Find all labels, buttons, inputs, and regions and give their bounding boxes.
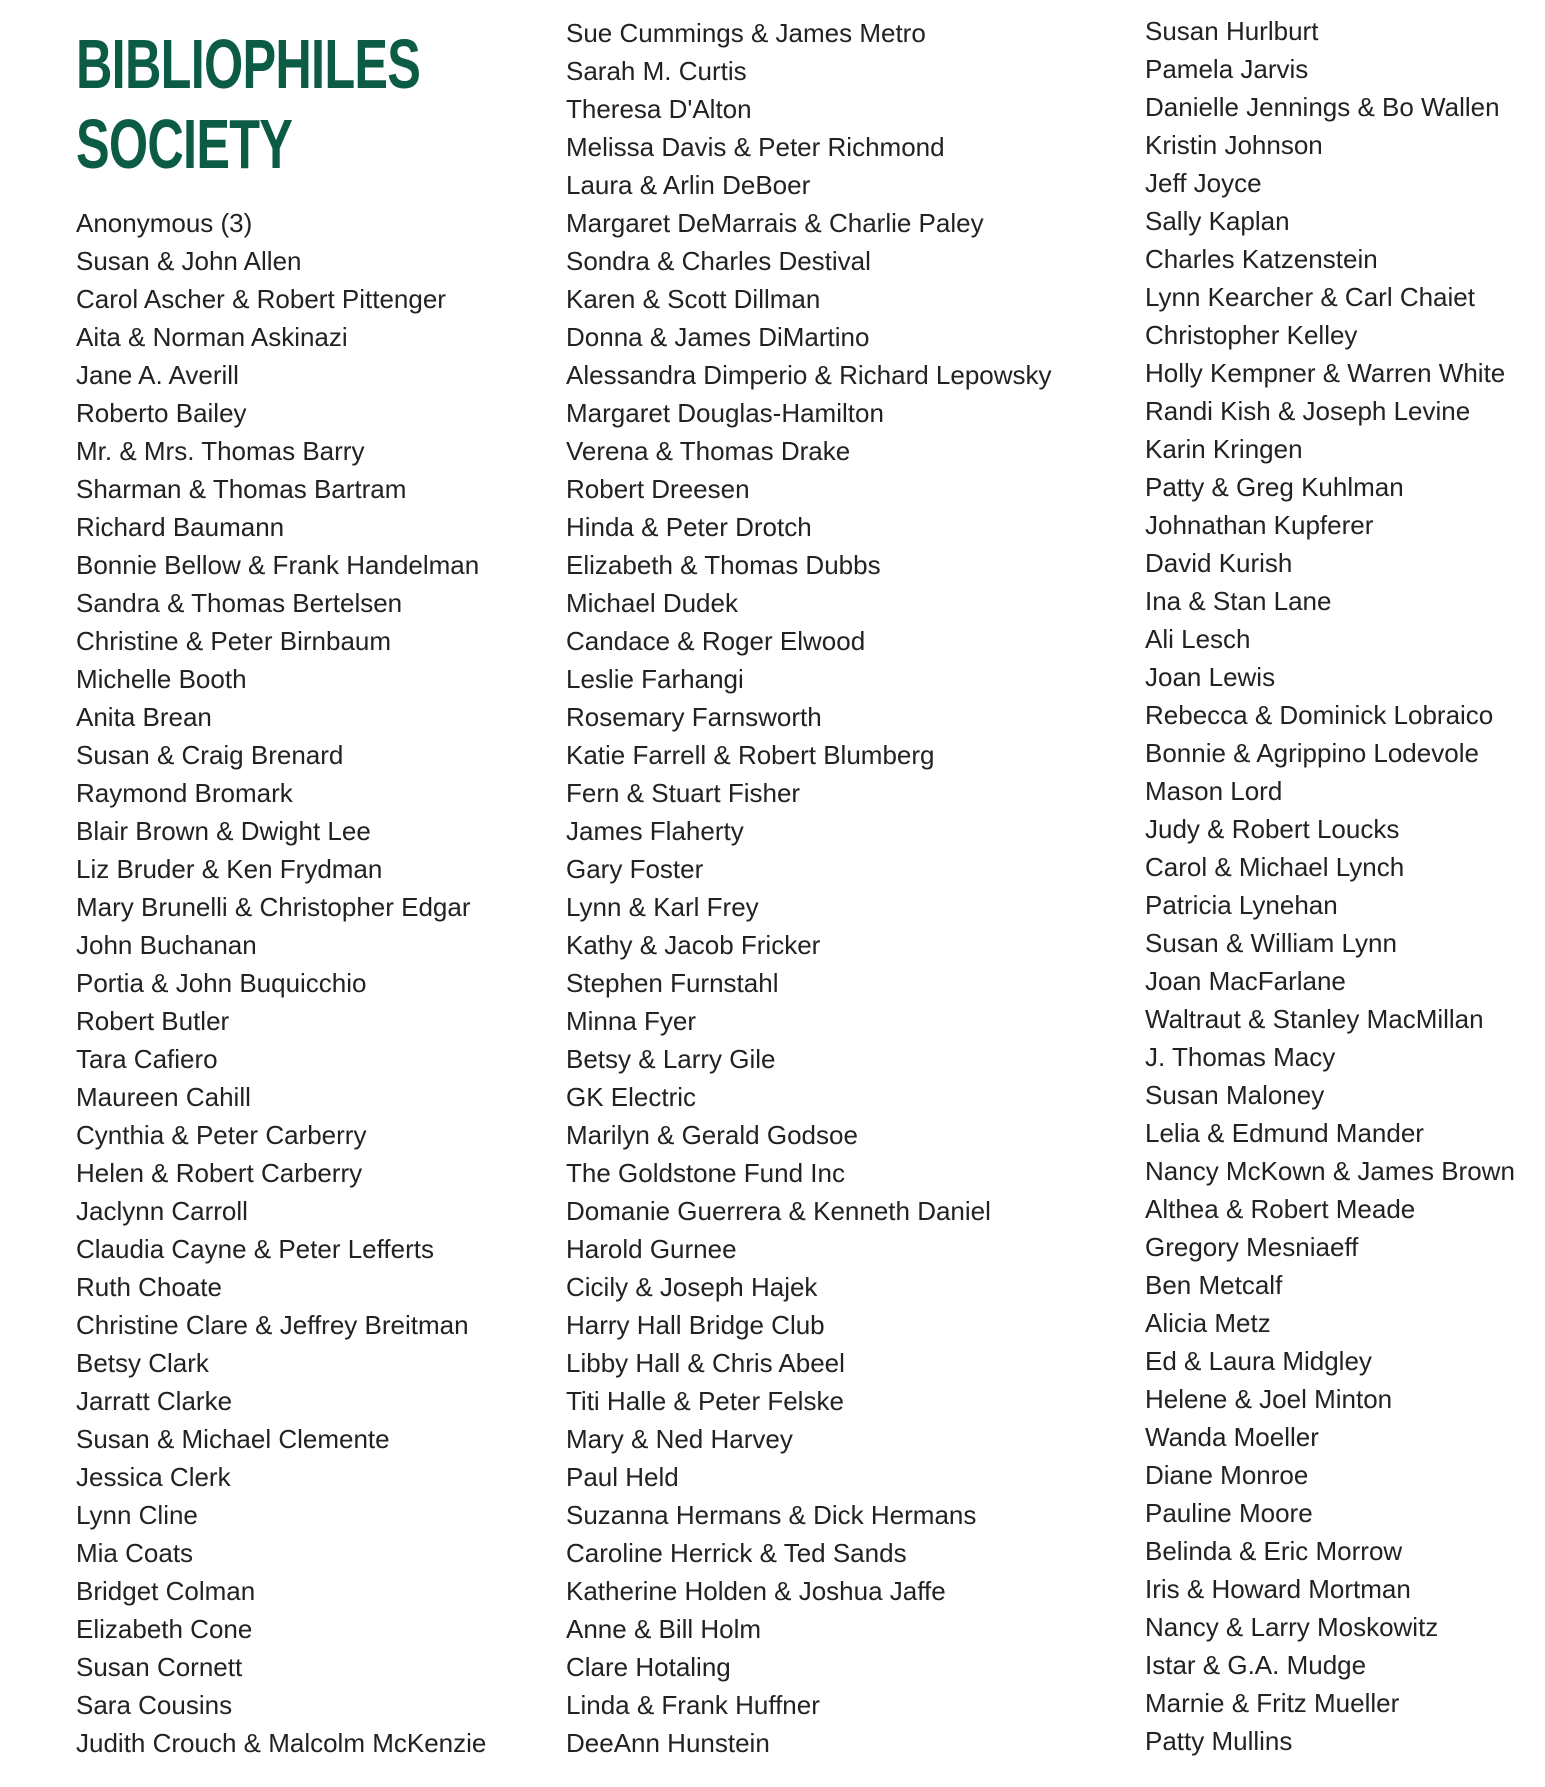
donor-name: Sarah M. Curtis <box>566 56 747 86</box>
donor-name: Waltraut & Stanley MacMillan <box>1145 1004 1484 1034</box>
donor-name: Domanie Guerrera & Kenneth Daniel <box>566 1196 991 1226</box>
donor-name: Melissa Davis & Peter Richmond <box>566 132 945 162</box>
donor-name: Alicia Metz <box>1145 1308 1271 1338</box>
donor-name: Aita & Norman Askinazi <box>76 322 348 352</box>
donor-name: Michelle Booth <box>76 664 247 694</box>
donor-name: Ali Lesch <box>1145 624 1251 654</box>
donor-name: Blair Brown & Dwight Lee <box>76 816 371 846</box>
donor-name: Liz Bruder & Ken Frydman <box>76 854 383 884</box>
donor-name: Lynn Cline <box>76 1500 198 1530</box>
donor-name: Gregory Mesniaeff <box>1145 1232 1359 1262</box>
donor-name: John Buchanan <box>76 930 257 960</box>
donor-name: Rebecca & Dominick Lobraico <box>1145 700 1494 730</box>
donor-name: Margaret DeMarrais & Charlie Paley <box>566 208 984 238</box>
donor-name: Joan MacFarlane <box>1145 966 1346 996</box>
donor-name: Patty Mullins <box>1145 1726 1293 1756</box>
donor-name: Susan Maloney <box>1145 1080 1325 1110</box>
title-line-2: SOCIETY <box>76 105 293 183</box>
donor-name: Mia Coats <box>76 1538 194 1568</box>
donor-name: Suzanna Hermans & Dick Hermans <box>566 1500 977 1530</box>
donor-name: Lynn Kearcher & Carl Chaiet <box>1145 282 1475 312</box>
donor-name: Stephen Furnstahl <box>566 968 779 998</box>
donor-name: James Flaherty <box>566 816 744 846</box>
donor-name: J. Thomas Macy <box>1145 1042 1336 1072</box>
donor-name: Joan Lewis <box>1145 662 1276 692</box>
donor-name: Judith Crouch & Malcolm McKenzie <box>76 1728 487 1758</box>
donor-name: Christine Clare & Jeffrey Breitman <box>76 1310 469 1340</box>
donor-name: Karin Kringen <box>1145 434 1303 464</box>
donor-name: Sandra & Thomas Bertelsen <box>76 588 403 618</box>
donor-name: Jarratt Clarke <box>76 1386 233 1416</box>
donor-name: Paul Held <box>566 1462 679 1492</box>
donor-name: Elizabeth & Thomas Dubbs <box>566 550 881 580</box>
donor-name: Marnie & Fritz Mueller <box>1145 1688 1400 1718</box>
donor-name: Mary & Ned Harvey <box>566 1424 793 1454</box>
donor-name: Susan Hurlburt <box>1145 16 1319 46</box>
donor-name: Alessandra Dimperio & Richard Lepowsky <box>566 360 1052 390</box>
donor-name: Sue Cummings & James Metro <box>566 18 926 48</box>
donor-name: Susan & Michael Clemente <box>76 1424 390 1454</box>
donor-name: Jane A. Averill <box>76 360 239 390</box>
donor-name: Johnathan Kupferer <box>1145 510 1374 540</box>
donor-name: Istar & G.A. Mudge <box>1145 1650 1367 1680</box>
donor-name: Clare Hotaling <box>566 1652 731 1682</box>
donor-name: Cicily & Joseph Hajek <box>566 1272 818 1302</box>
donor-name: Jeff Joyce <box>1145 168 1262 198</box>
donor-name: Betsy & Larry Gile <box>566 1044 776 1074</box>
donor-name: Pauline Moore <box>1145 1498 1313 1528</box>
donor-name: Harold Gurnee <box>566 1234 737 1264</box>
donor-name: Susan & William Lynn <box>1145 928 1397 958</box>
donor-name: Lynn & Karl Frey <box>566 892 759 922</box>
donor-name: Bonnie & Agrippino Lodevole <box>1145 738 1479 768</box>
donor-name: Ina & Stan Lane <box>1145 586 1332 616</box>
donor-name: Christine & Peter Birnbaum <box>76 626 392 656</box>
donor-name: Minna Fyer <box>566 1006 697 1036</box>
donor-name: Sondra & Charles Destival <box>566 246 871 276</box>
donor-name: Ruth Choate <box>76 1272 222 1302</box>
donor-name: Titi Halle & Peter Felske <box>566 1386 844 1416</box>
donor-name: Sally Kaplan <box>1145 206 1290 236</box>
donor-name: Kathy & Jacob Fricker <box>566 930 821 960</box>
donor-name: Leslie Farhangi <box>566 664 744 694</box>
donor-name: Jaclynn Carroll <box>76 1196 248 1226</box>
donor-name: Bridget Colman <box>76 1576 256 1606</box>
title-line-1: BIBLIOPHILES <box>76 25 421 103</box>
donor-name: Sara Cousins <box>76 1690 233 1720</box>
donor-name: Marilyn & Gerald Godsoe <box>566 1120 858 1150</box>
donor-name: Nancy McKown & James Brown <box>1145 1156 1515 1186</box>
donor-name: Roberto Bailey <box>76 398 247 428</box>
donor-name: Robert Dreesen <box>566 474 750 504</box>
donor-name: Tara Cafiero <box>76 1044 218 1074</box>
donor-name: Claudia Cayne & Peter Lefferts <box>76 1234 434 1264</box>
donor-name: Portia & John Buquicchio <box>76 968 367 998</box>
page-title <box>76 24 420 184</box>
donor-name: Michael Dudek <box>566 588 738 618</box>
donor-name: Patricia Lynehan <box>1145 890 1338 920</box>
donor-name: Christopher Kelley <box>1145 320 1358 350</box>
donor-name: Belinda & Eric Morrow <box>1145 1536 1403 1566</box>
donor-name: Maureen Cahill <box>76 1082 251 1112</box>
donor-name: Donna & James DiMartino <box>566 322 870 352</box>
donor-name: Theresa D'Alton <box>566 94 752 124</box>
donor-column-3 <box>1145 12 1515 1760</box>
donor-name: Harry Hall Bridge Club <box>566 1310 825 1340</box>
donor-name: Anita Brean <box>76 702 212 732</box>
donor-name: Fern & Stuart Fisher <box>566 778 801 808</box>
donor-name: Helene & Joel Minton <box>1145 1384 1393 1414</box>
donor-name: Anne & Bill Holm <box>566 1614 762 1644</box>
donor-name: Anonymous (3) <box>76 208 253 238</box>
donor-name: Katie Farrell & Robert Blumberg <box>566 740 935 770</box>
donor-name: Randi Kish & Joseph Levine <box>1145 396 1471 426</box>
donor-name: Charles Katzenstein <box>1145 244 1378 274</box>
donor-name: Mr. & Mrs. Thomas Barry <box>76 436 365 466</box>
donor-name: Danielle Jennings & Bo Wallen <box>1145 92 1500 122</box>
donor-name: Carol & Michael Lynch <box>1145 852 1405 882</box>
donor-name: Caroline Herrick & Ted Sands <box>566 1538 907 1568</box>
donor-name: Margaret Douglas-Hamilton <box>566 398 884 428</box>
donor-name: Betsy Clark <box>76 1348 209 1378</box>
donor-name: Mary Brunelli & Christopher Edgar <box>76 892 471 922</box>
donor-name: GK Electric <box>566 1082 697 1112</box>
donor-name: Katherine Holden & Joshua Jaffe <box>566 1576 946 1606</box>
donor-name: Wanda Moeller <box>1145 1422 1319 1452</box>
donor-name: Althea & Robert Meade <box>1145 1194 1416 1224</box>
donor-name: Elizabeth Cone <box>76 1614 253 1644</box>
donor-name: DeeAnn Hunstein <box>566 1728 770 1758</box>
donor-name: Raymond Bromark <box>76 778 293 808</box>
donor-name: Holly Kempner & Warren White <box>1145 358 1506 388</box>
donor-name: Carol Ascher & Robert Pittenger <box>76 284 446 314</box>
donor-name: Sharman & Thomas Bartram <box>76 474 407 504</box>
donor-name: Jessica Clerk <box>76 1462 231 1492</box>
donor-name: Lelia & Edmund Mander <box>1145 1118 1424 1148</box>
donor-name: Hinda & Peter Drotch <box>566 512 812 542</box>
donor-name: Kristin Johnson <box>1145 130 1323 160</box>
donor-name: The Goldstone Fund Inc <box>566 1158 845 1188</box>
donor-name: Susan & John Allen <box>76 246 302 276</box>
donor-column-2 <box>566 14 1052 1762</box>
donor-name: Linda & Frank Huffner <box>566 1690 820 1720</box>
donor-name: Mason Lord <box>1145 776 1283 806</box>
donor-name: Karen & Scott Dillman <box>566 284 821 314</box>
donor-name: Diane Monroe <box>1145 1460 1309 1490</box>
donor-name: Bonnie Bellow & Frank Handelman <box>76 550 480 580</box>
donor-name: Verena & Thomas Drake <box>566 436 851 466</box>
donor-column-1 <box>76 204 486 1762</box>
donor-name: Richard Baumann <box>76 512 285 542</box>
donor-name: Patty & Greg Kuhlman <box>1145 472 1404 502</box>
donor-name: Gary Foster <box>566 854 704 884</box>
donor-name: Ben Metcalf <box>1145 1270 1283 1300</box>
donor-name: Susan & Craig Brenard <box>76 740 344 770</box>
donor-name: Libby Hall & Chris Abeel <box>566 1348 845 1378</box>
donor-name: David Kurish <box>1145 548 1293 578</box>
donor-name: Candace & Roger Elwood <box>566 626 866 656</box>
donor-name: Robert Butler <box>76 1006 230 1036</box>
donor-name: Susan Cornett <box>76 1652 243 1682</box>
donor-name: Rosemary Farnsworth <box>566 702 822 732</box>
donor-name: Iris & Howard Mortman <box>1145 1574 1411 1604</box>
donor-name: Helen & Robert Carberry <box>76 1158 363 1188</box>
donor-name: Pamela Jarvis <box>1145 54 1309 84</box>
donor-name: Laura & Arlin DeBoer <box>566 170 811 200</box>
donor-name: Ed & Laura Midgley <box>1145 1346 1372 1376</box>
donor-name: Cynthia & Peter Carberry <box>76 1120 367 1150</box>
donor-name: Judy & Robert Loucks <box>1145 814 1400 844</box>
donor-name: Nancy & Larry Moskowitz <box>1145 1612 1439 1642</box>
